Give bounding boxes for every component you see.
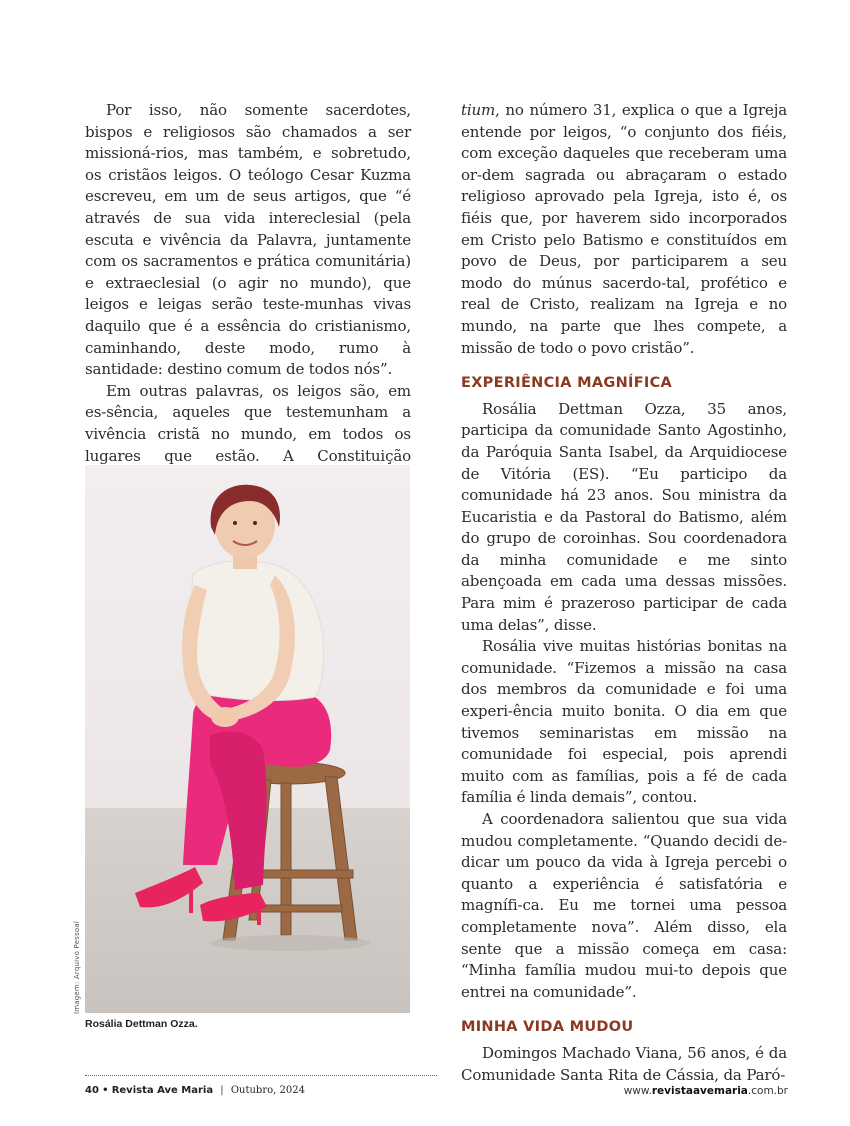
- url-brand: revistaavemaria: [651, 1085, 748, 1097]
- right-paragraph-1: [461, 100, 787, 359]
- right-paragraph-2: Rosália Dettman Ozza, 35 anos, participa da comunidade Santo Agostinho, da Paróquia Santa Isabel, da Arquidiocese de Vitória (ES). “Eu participo da comunidade há 23 anos. Sou ministra da Eucaristia e da Pastoral do Batismo, além do grupo de coroinhas. Sou coordenadora da minha comunidade e me sinto abençoada em cada uma dessas missões. Para mim é prazeroso participar de cada uma delas”, disse.: [461, 399, 787, 634]
- right-column: [461, 100, 787, 1086]
- issue-date: Outubro, 2024: [230, 1085, 305, 1096]
- right-paragraph-3: Rosália vive muitas histórias bonitas na comunidade. “Fizemos a missão na casa dos membros da comunidade e foi uma experi-ência muito bonita. O dia em que tivemos seminaristas em missão na comunidade foi especial, pois aprendi muito com as famílias, pois a fé de cada família é linda demais”, contou.: [461, 637, 787, 807]
- left-paragraph-2-text: Em outras palavras, os leigos são, em es-sência, aqueles que testemunham a vivência cristã no mundo, em todos os lugares que estão. A Constituição: [85, 381, 411, 465]
- photo-caption: Rosália Dettman Ozza.: [85, 1018, 198, 1030]
- right-paragraph-4: A coordenadora salientou que sua vida mudou completamente. “Quando decidi de-dicar um pouco da vida à Igreja percebi o quanto a experiência é satisfatória e magnífi-ca. Eu me tornei uma pessoa completamente nova”. Além disso, ela sente que a missão começa em casa: “Minha família mudou mui-to depois que entrei na comunidade”.: [461, 810, 787, 1001]
- hands: [211, 707, 239, 727]
- pink-pants: [183, 685, 331, 890]
- white-blouse: [192, 561, 324, 701]
- footer-divider: [85, 1075, 437, 1076]
- magazine-name: Revista Ave Maria: [111, 1085, 214, 1096]
- footer-separator: |: [220, 1085, 224, 1096]
- page-number: 40: [85, 1085, 99, 1096]
- footer-left: [85, 1085, 305, 1096]
- tium-italic: tium: [461, 101, 496, 119]
- right-paragraph-1-text: , no número 31, explica o que a Igreja entende por leigos, “o conjunto dos fiéis, com exceção daqueles que receberam uma or-dem sagrada ou abraçaram o estado religioso aprovado pela Igreja, isto é, os fiéis que, por haverem sido incorporados em Cristo pelo Batismo e constituídos em povo de Deus, por participarem a seu modo do múnus sacerdo-tal, profético e real de Cristo, realizam na Igreja e no mundo, na parte que lhes compete, a missão de todo o povo cristão”.: [461, 101, 787, 357]
- url-suffix: .com.br: [747, 1085, 788, 1097]
- portrait-photo: [85, 465, 410, 1013]
- left-paragraph-1: Por isso, não somente sacerdotes, bispos e religiosos são chamados a ser missioná-rios, mas também, e sobretudo, os cristãos leigos. O teólogo Cesar Kuzma escreveu, em um de seus artigos, que “é através de sua vida intereclesial (pela escuta e vivência da Palavra, juntamente com os sacramentos e prática comunitária) e extraeclesial (o agir no mundo), que leigos e leigas serão teste-munhas vivas daquilo que é a essência do cristianismo, caminhando, deste modo, rumo à santidade: destino comum de todos nós”.: [85, 101, 411, 379]
- section-heading-minha-vida: MINHA VIDA MUDOU: [461, 1019, 634, 1036]
- footer-bullet: •: [102, 1085, 109, 1096]
- right-paragraph-5: Domingos Machado Viana, 56 anos, é da Comunidade Santa Rita de Cássia, da Paró-: [461, 1043, 787, 1084]
- url-prefix: www.: [623, 1085, 652, 1097]
- woman-on-stool-illustration: [85, 465, 410, 1013]
- left-column: [85, 100, 411, 489]
- website-url[interactable]: [624, 1085, 788, 1097]
- section-heading-experiencia: EXPERIÊNCIA MAGNÍFICA: [461, 375, 673, 392]
